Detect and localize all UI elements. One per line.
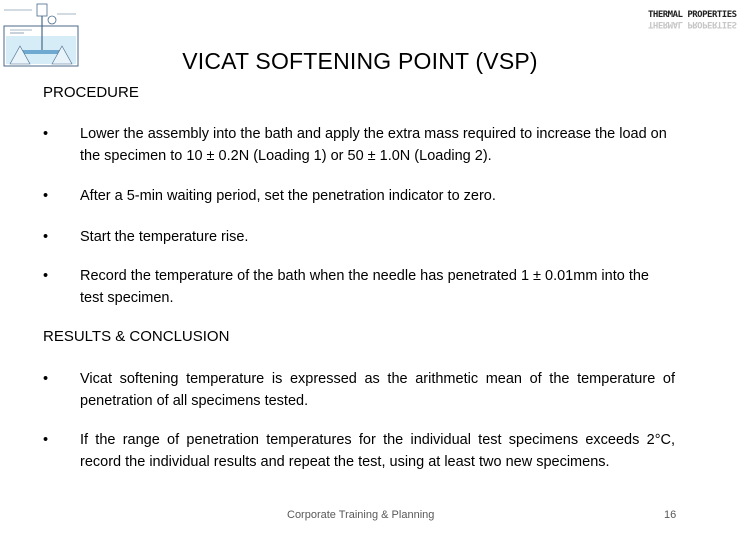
bullet-icon: • (43, 229, 49, 245)
bullet-icon: • (43, 126, 49, 142)
logo-text: THERMAL PROPERTIES (648, 10, 737, 20)
bullet-icon: • (43, 371, 49, 387)
slide-title: VICAT SOFTENING POINT (VSP) (182, 48, 538, 75)
footer-org: Corporate Training & Planning (287, 509, 435, 521)
procedure-item (43, 123, 675, 167)
bullet-icon: • (43, 268, 49, 284)
logo-reflection: THERMAL PROPERTIES (648, 19, 737, 29)
thermal-properties-logo (648, 10, 737, 40)
procedure-item (43, 265, 675, 309)
procedure-item (43, 226, 675, 248)
procedure-item-text: Record the temperature of the bath when the needle has penetrated 1 ± 0.01mm into the test specimen. (80, 268, 649, 306)
procedure-item-text: Lower the assembly into the bath and apply the extra mass required to increase the load on the specimen to 10 ± 0.2N (Loading 1) or 50 ± 1.0N (Loading 2). (80, 126, 667, 164)
procedure-item (43, 185, 675, 207)
results-item (43, 429, 675, 473)
bullet-icon: • (43, 188, 49, 204)
page-number: 16 (664, 509, 677, 521)
results-item-text: Vicat softening temperature is expressed as the arithmetic mean of the temperature of penetration of all specimens tested. (80, 371, 675, 409)
results-item-text: If the range of penetration temperatures for the individual test specimens exceeds 2°C, record the individual results and repeat the test, using at least two new specimens. (80, 432, 675, 470)
results-heading: RESULTS & CONCLUSION (43, 328, 230, 345)
results-item (43, 368, 675, 412)
procedure-item-text: After a 5-min waiting period, set the penetration indicator to zero. (80, 188, 496, 204)
bullet-icon: • (43, 432, 49, 448)
procedure-item-text: Start the temperature rise. (80, 229, 249, 245)
procedure-heading: PROCEDURE (43, 84, 139, 101)
